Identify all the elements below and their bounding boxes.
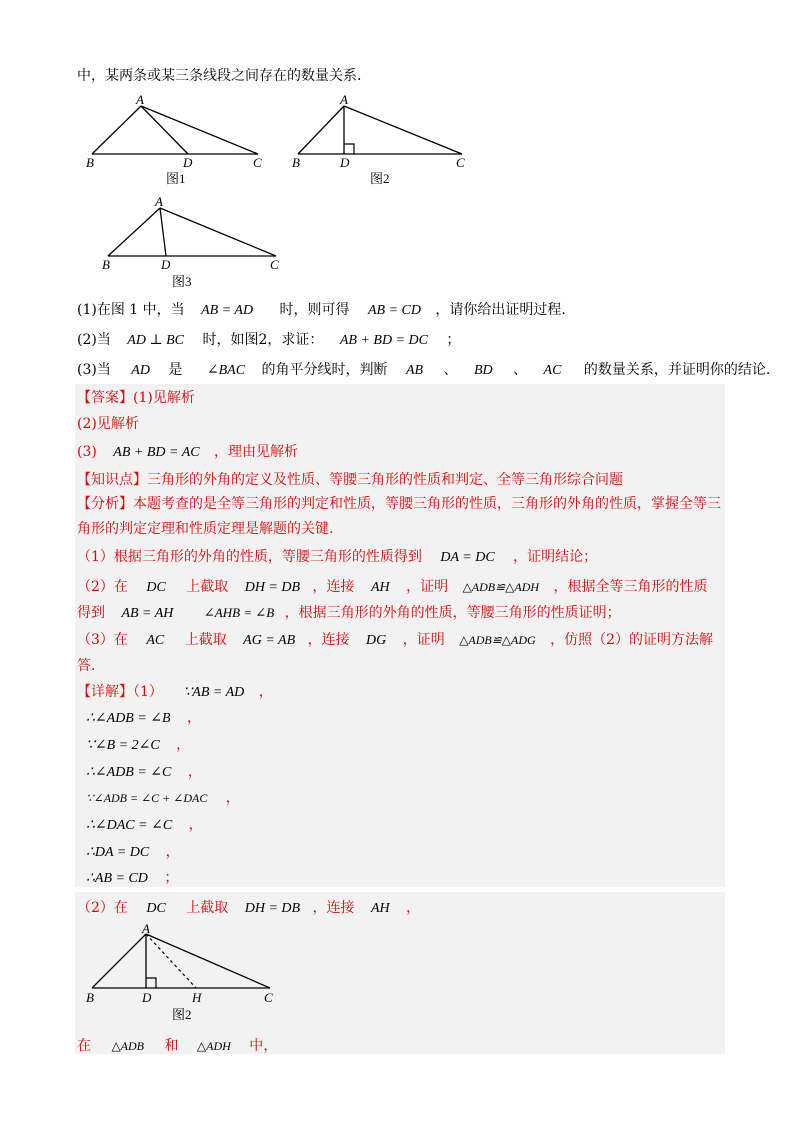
fig3-label-a: A (155, 194, 163, 209)
analysis-p2b-text-a: 得到 (77, 605, 105, 621)
q1-math-1: AB = AD (201, 303, 254, 318)
fig1-label-c: C (253, 155, 262, 170)
analysis-p3-text-e: ，仿照（2）的证明方法解 (550, 632, 714, 648)
detail-part2-math-1: DC (146, 901, 166, 916)
detail-punct-5: ， (188, 817, 203, 833)
fig3-caption: 图3 (172, 274, 192, 289)
q3-math-2: ∠BAC (206, 363, 246, 378)
analysis-p3-math-3: DG (366, 633, 387, 648)
answer-line-1 (77, 388, 195, 408)
detail-step-1: ∴∠ADB = ∠B (86, 711, 171, 726)
analysis-p2b-text-b: ，根据三角形的外角的性质，等腰三角形的性质证明； (284, 605, 621, 621)
detail-part2-math-3: AH (370, 901, 390, 916)
figure-2 (288, 92, 478, 188)
q2-text-3: ； (446, 332, 461, 348)
answer-3-math: AB + BD = AC (113, 445, 200, 460)
answer-1: (1)见解析 (133, 390, 195, 406)
analysis-line-2: 角形的判定定理和性质定理是解题的关键. (77, 521, 334, 537)
fig3-label-c: C (270, 257, 279, 272)
detail-last-line (77, 1036, 277, 1056)
intro-text: 中，某两条或某三条线段之间存在的数量关系. (77, 68, 362, 84)
detail-part2-text-d: ， (406, 900, 421, 916)
fig1-caption: 图1 (166, 171, 186, 186)
question-2 (77, 330, 460, 351)
detail-step-row (86, 735, 190, 756)
detail-part-2 (77, 898, 420, 919)
q2-text-1: (2)当 (77, 332, 111, 348)
analysis-line-1 (77, 494, 721, 514)
analysis-p1-text-b: ，证明结论； (513, 549, 598, 565)
fig2-label-c: C (456, 155, 465, 170)
fig4-label-b: B (86, 990, 94, 1005)
detail-step-row (86, 708, 201, 729)
detail-punct-7: ； (164, 870, 179, 886)
answer-line-3 (77, 442, 298, 463)
detail-step-2: ∵∠B = 2∠C (86, 738, 160, 753)
detail-step-0: ∵AB = AD (183, 685, 245, 700)
analysis-p3 (77, 630, 713, 651)
q3-sep-2: 、 (513, 362, 528, 378)
analysis-p2-math-4: △ADB≌△ADH (462, 580, 540, 594)
figure-1 (80, 92, 270, 188)
analysis-p2-math-1: DC (146, 580, 166, 595)
analysis-p1 (77, 547, 597, 568)
analysis-p2b-math-1: AB = AH (121, 606, 174, 621)
fig3-label-b: B (102, 257, 110, 272)
fig1-label-b: B (86, 155, 94, 170)
detail-step-row (86, 815, 203, 836)
detail-part2-text-c: ，连接 (312, 900, 355, 916)
analysis-p2-text-b: 上截取 (186, 579, 229, 595)
analysis-p2-text-a: （2）在 (77, 579, 128, 595)
analysis-p2-text-e: ，根据全等三角形的性质 (553, 579, 708, 595)
q2-text-2: 时，如图2，求证： (202, 332, 324, 348)
analysis-p3-math-1: AC (146, 633, 165, 648)
detail-step-5: ∴∠DAC = ∠C (86, 818, 173, 833)
analysis-p2-math-3: AH (370, 580, 390, 595)
q3-text-4: 的数量关系，并证明你的结论. (583, 362, 771, 378)
q1-text-3: ，请你给出证明过程. (435, 302, 566, 318)
analysis-p3-text-c: ，连接 (307, 632, 350, 648)
detail-last-math-2: △ADH (196, 1039, 231, 1053)
q3-text-2: 是 (168, 362, 183, 378)
q3-math-5: AC (543, 363, 562, 378)
detail-punct-3: ， (187, 764, 202, 780)
analysis-p2b-math-2: ∠AHB = ∠B (203, 605, 275, 620)
detail-tag: 【详解】 (77, 684, 133, 700)
analysis-p3b: 答. (77, 658, 96, 674)
analysis-p1-math: DA = DC (440, 550, 495, 565)
q3-text-3: 的角平分线时，判断 (261, 362, 388, 378)
knowledge-tag: 【知识点】 (77, 472, 147, 488)
detail-step-row (86, 868, 178, 889)
q1-text-1: (1)在图 1 中，当 (77, 302, 185, 318)
fig4-label-h: H (192, 990, 202, 1005)
q3-math-1: AD (131, 363, 150, 378)
fig4-label-d: D (142, 990, 152, 1005)
fig4-label-a: A (142, 922, 150, 936)
detail-step-6: ∴DA = DC (86, 845, 150, 860)
detail-part-1: （1） (133, 684, 163, 700)
knowledge-text: 三角形的外角的定义及性质、等腰三角形的性质和判定、全等三角形综合问题 (147, 472, 623, 488)
analysis-p2-math-2: DH = DB (244, 580, 301, 595)
figure-2-with-h (80, 922, 290, 1030)
q3-math-4: BD (473, 363, 493, 378)
detail-punct-0: ， (258, 684, 273, 700)
knowledge-line (77, 470, 623, 490)
detail-punct-2: ， (176, 737, 191, 753)
detail-punct-6: ， (165, 844, 180, 860)
question-3 (77, 360, 770, 381)
detail-step-7: ∴AB = CD (86, 871, 148, 886)
detail-step-row (86, 788, 240, 808)
analysis-tag: 【分析】 (77, 496, 133, 512)
analysis-p2 (77, 577, 708, 598)
analysis-text-1: 本题考查的是全等三角形的判定和性质，等腰三角形的性质，三角形的外角的性质，掌握全等三 (133, 496, 721, 512)
detail-last-text-a: 在 (77, 1038, 91, 1054)
q2-math-1: AD ⊥ BC (127, 333, 185, 348)
analysis-p3-math-2: AG = AB (243, 633, 296, 648)
detail-header (77, 682, 273, 703)
detail-step-row (86, 842, 180, 863)
question-1 (77, 300, 566, 321)
q2-math-2: AB + BD = DC (339, 333, 428, 348)
analysis-p2b (77, 603, 621, 624)
detail-step-row (86, 762, 202, 783)
q1-text-2: 时，则可得 (279, 302, 350, 318)
fig2-label-a: A (340, 92, 348, 107)
answer-3-prefix: (3) (77, 444, 97, 460)
detail-part2-text-a: （2）在 (77, 900, 128, 916)
fig2-label-b: B (292, 155, 300, 170)
detail-step-4: ∵∠ADB = ∠C + ∠DAC (86, 791, 208, 805)
fig4-caption: 图2 (172, 1007, 192, 1022)
q1-math-2: AB = CD (367, 303, 421, 318)
q3-text-1: (3)当 (77, 362, 111, 378)
fig1-label-d: D (183, 155, 193, 170)
fig2-label-d: D (340, 155, 350, 170)
q3-math-3: AB (405, 363, 424, 378)
analysis-p3-text-d: ，证明 (402, 632, 445, 648)
figure-3 (98, 194, 288, 290)
answer-tag: 【答案】 (77, 390, 133, 406)
answer-2: (2)见解析 (77, 416, 139, 432)
analysis-p3-math-4: △ADB≌△ADG (459, 633, 536, 647)
detail-last-math-1: △ADB (111, 1039, 145, 1053)
detail-step-3: ∴∠ADB = ∠C (86, 765, 172, 780)
detail-part2-text-b: 上截取 (186, 900, 229, 916)
detail-punct-4: ， (225, 790, 240, 806)
fig3-label-d: D (161, 257, 171, 272)
analysis-p2-text-d: ，证明 (406, 579, 449, 595)
fig4-label-c: C (264, 990, 273, 1005)
analysis-p1-text-a: （1）根据三角形的外角的性质，等腰三角形的性质得到 (77, 549, 422, 565)
fig2-caption: 图2 (370, 171, 390, 186)
analysis-p2-text-c: ，连接 (312, 579, 355, 595)
analysis-p3-text-a: （3）在 (77, 632, 128, 648)
q3-sep-1: 、 (443, 362, 458, 378)
fig1-label-a: A (136, 92, 144, 107)
detail-last-text-b: 和 (164, 1038, 179, 1054)
detail-part2-math-2: DH = DB (244, 901, 301, 916)
detail-last-text-c: 中， (249, 1038, 278, 1054)
detail-punct-1: ， (187, 710, 202, 726)
answer-3-suffix: ，理由见解析 (214, 444, 299, 460)
analysis-p3-text-b: 上截取 (184, 632, 227, 648)
